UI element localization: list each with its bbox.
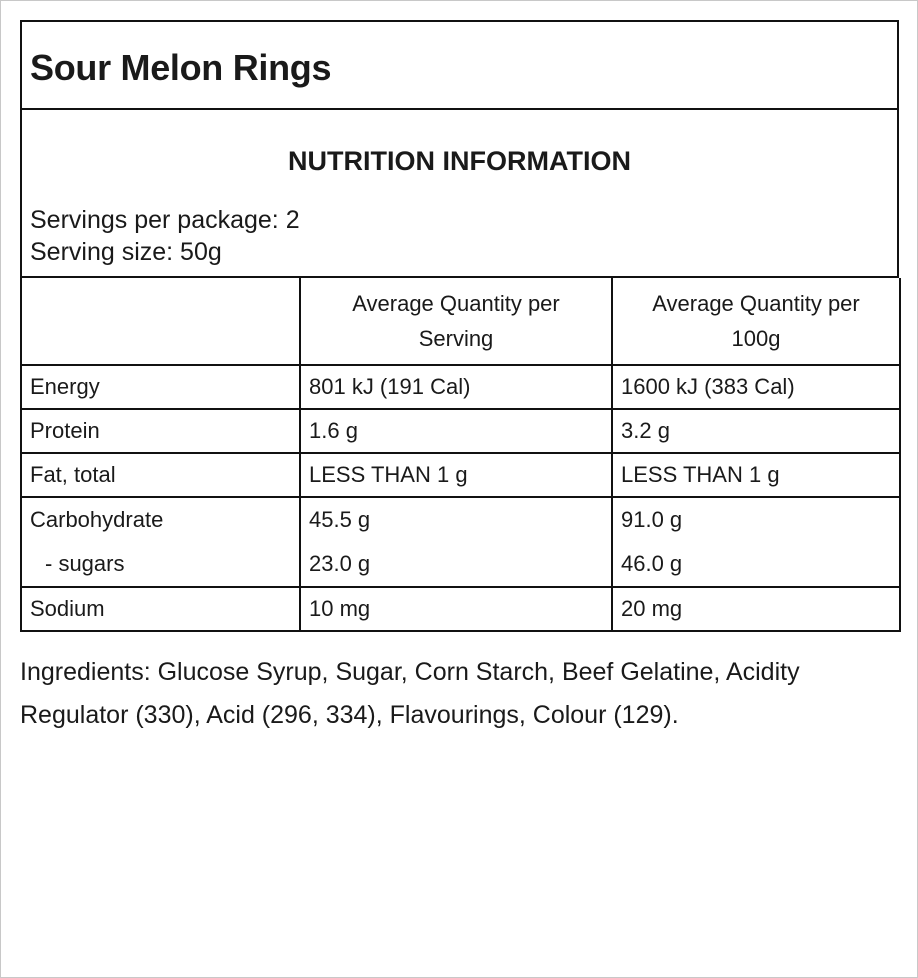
column-header-per-serving: Average Quantity per Serving [300,278,612,365]
nutrient-name: Fat, total [21,453,300,497]
column-header-nutrient [21,278,300,365]
table-row [21,365,900,409]
per-100g-value: 20 mg [612,587,900,631]
nutrient-name: Energy [21,365,300,409]
sub-nutrient-name: - sugars [45,551,125,576]
servings-per-package: Servings per package: 2 [30,206,300,234]
per-100g-value: 91.0 g [621,507,683,532]
per-serving-value: 45.5 g [309,507,371,532]
nutrition-table [20,278,901,632]
title-box [20,20,899,110]
column-header-per-100g: Average Quantity per 100g [612,278,900,365]
table-row [21,409,900,453]
serving-size: Serving size: 50g [30,238,222,266]
table-row [21,453,900,497]
per-serving-value: 1.6 g [300,409,612,453]
table-row [21,497,900,587]
ingredients-text: Ingredients: Glucose Syrup, Sugar, Corn Starch, Beef Gelatine, Acidity Regulator (330), Acid (296, 334), Flavourings, Colour (129). [20,658,800,729]
nutrition-heading: NUTRITION INFORMATION [288,146,631,176]
nutrient-name-cell [21,497,300,587]
per-100g-value: 1600 kJ (383 Cal) [612,365,900,409]
per-serving-value: LESS THAN 1 g [300,453,612,497]
per-serving-value: 10 mg [300,587,612,631]
table-header-row [21,278,900,365]
per-serving-cell [300,497,612,587]
sub-per-100g-value: 46.0 g [621,551,683,576]
nutrient-name: Protein [21,409,300,453]
product-title: Sour Melon Rings [30,47,332,88]
per-100g-cell [612,497,900,587]
nutrient-name: Carbohydrate [30,507,164,532]
per-serving-value: 801 kJ (191 Cal) [300,365,612,409]
nutrition-panel [20,20,899,632]
per-100g-value: LESS THAN 1 g [612,453,900,497]
table-row [21,587,900,631]
sub-per-serving-value: 23.0 g [309,551,371,576]
serving-info-box [20,110,899,278]
nutrient-name: Sodium [21,587,300,631]
per-100g-value: 3.2 g [612,409,900,453]
